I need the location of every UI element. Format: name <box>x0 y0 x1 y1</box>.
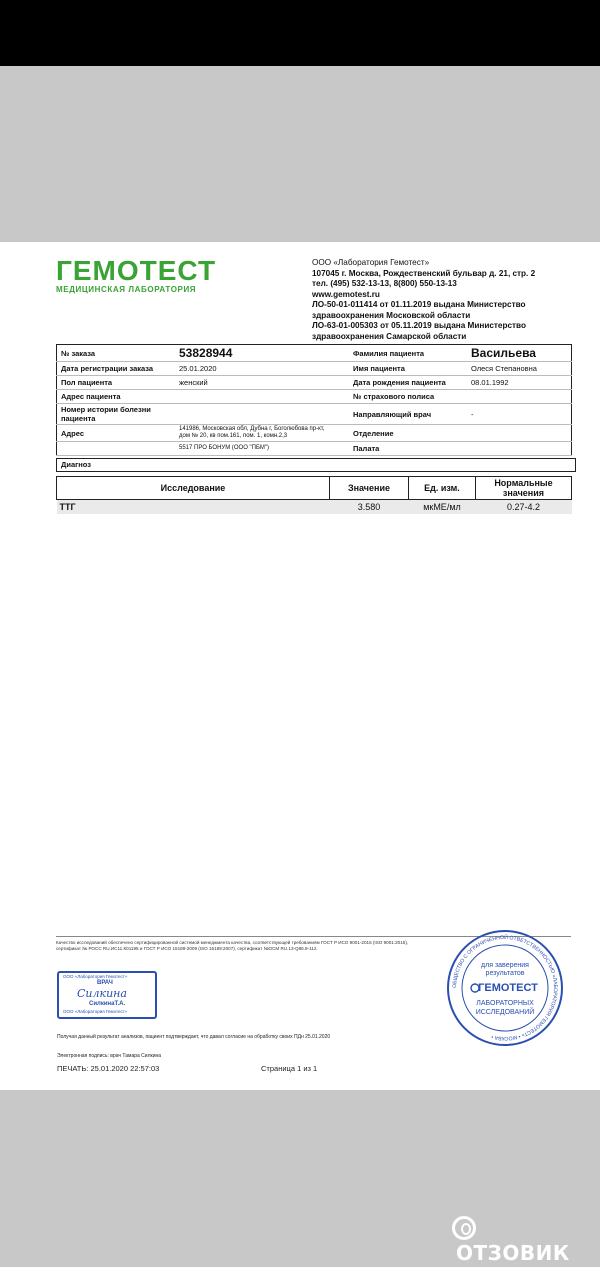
doctor-signature: Силкина <box>77 987 127 1000</box>
policy-value <box>467 390 572 404</box>
doctor-stamp <box>57 971 157 1019</box>
table-row <box>57 500 572 515</box>
order-value: 53828944 <box>175 345 349 362</box>
results-table <box>56 476 572 514</box>
license-1b: здравоохранения Московской области <box>312 310 471 320</box>
info-row <box>57 404 572 425</box>
dept-label: Отделение <box>349 425 467 442</box>
top-black-bar <box>0 0 600 66</box>
col-unit: Ед. изм. <box>409 477 476 500</box>
consent-text: Получая данный результат анализов, пациент подтверждает, что давал согласие на обработку своих ПДн 25.01.2020 <box>57 1034 331 1040</box>
col-test: Исследование <box>57 477 330 500</box>
office-value: 5517 ПРО БОНУМ (ООО "ПБМ") <box>175 442 349 456</box>
logo-sub-text: МЕДИЦИНСКАЯ ЛАБОРАТОРИЯ <box>56 285 197 294</box>
doctor-stamp-bottom: ООО «Лаборатория Гемотест» <box>63 1009 128 1014</box>
doctor-label: Направляющий врач <box>349 404 467 425</box>
doctor-stamp-name: СилкинаТ.А. <box>89 1001 126 1007</box>
result-value: 3.580 <box>329 500 408 515</box>
result-test: ТТГ <box>57 500 330 515</box>
history-value <box>175 404 349 425</box>
address-label: Адрес <box>57 425 176 442</box>
info-row <box>57 425 572 442</box>
info-row <box>57 345 572 362</box>
info-row <box>57 362 572 376</box>
logo-main-text: ГЕМОТЕСТ <box>56 255 217 286</box>
stamp-ring-text: ОБЩЕСТВО С ОГРАНИЧЕННОЙ ОТВЕТСТВЕННОСТЬЮ «ЛАБОРАТОРИЯ ГЕМОТЕСТ» • МОСКВА • <box>451 934 559 1042</box>
order-label: № заказа <box>57 345 176 362</box>
result-norm: 0.27-4.2 <box>475 500 571 515</box>
lab-address: 107045 г. Москва, Рождественский бульвар д. 21, стр. 2 <box>312 268 536 278</box>
dept-value <box>467 425 572 442</box>
address-value <box>175 425 349 442</box>
info-row <box>57 376 572 390</box>
lab-name: ООО «Лаборатория Гемотест» <box>312 258 430 267</box>
sex-value: женский <box>175 376 349 390</box>
top-gray-area <box>0 66 600 242</box>
doctor-stamp-top: ООО «Лаборатория Гемотест» <box>63 974 128 979</box>
dob-value: 08.01.1992 <box>467 376 572 390</box>
history-label: Номер истории болезни пациента <box>57 404 176 425</box>
address-line-2: дом № 20, кв пом.161, пом. 1, комн.2,3 <box>179 433 288 439</box>
otzovik-watermark <box>452 1214 592 1265</box>
ward-label: Палата <box>349 442 467 456</box>
patient-info-table <box>56 344 572 456</box>
lab-site: www.gemotest.ru <box>312 289 380 299</box>
info-row <box>57 390 572 404</box>
dob-label: Дата рождения пациента <box>349 376 467 390</box>
lab-info <box>312 258 592 342</box>
surname-label: Фамилия пациента <box>349 345 467 362</box>
info-row <box>57 442 572 456</box>
print-timestamp: ПЕЧАТЬ: 25.01.2020 22:57:03 <box>57 1064 160 1073</box>
document-page <box>0 242 600 1090</box>
sex-label: Пол пациента <box>57 376 176 390</box>
policy-label: № страхового полиса <box>349 390 467 404</box>
surname-value: Васильева <box>467 345 572 362</box>
stamp-line-1: для заверения <box>481 962 529 969</box>
stamp-line-4: ИССЛЕДОВАНИЙ <box>475 1009 535 1016</box>
col-value: Значение <box>329 477 408 500</box>
name-value: Олеся Степановна <box>467 362 572 376</box>
address-line-1: 141986, Московская обл, Дубна г, Боголюбова пр-кт, <box>179 426 325 432</box>
stamp-line-2: результатов <box>485 970 525 977</box>
license-1a: ЛО-50-01-011414 от 01.11.2019 выдана Министерство <box>312 300 526 309</box>
doctor-stamp-role: ВРАЧ <box>97 980 113 986</box>
name-label: Имя пациента <box>349 362 467 376</box>
result-unit: мкМЕ/мл <box>409 500 476 515</box>
doctor-value: - <box>467 404 572 425</box>
patient-address-label: Адрес пациента <box>57 390 176 404</box>
watermark-text: ОТЗОВИК <box>456 1241 570 1265</box>
stamp-brand: ГЕМОТЕСТ <box>478 982 538 994</box>
otzovik-logo-icon <box>452 1216 476 1240</box>
diagnosis-label: Диагноз <box>56 458 576 472</box>
round-stamp <box>446 929 564 1047</box>
page-number: Страница 1 из 1 <box>261 1064 318 1073</box>
results-header-row <box>57 477 572 500</box>
ward-value <box>467 442 572 456</box>
electronic-signature: Электронная подпись: врач Тамара Силкина <box>57 1053 162 1059</box>
col-norm: Нормальные значения <box>475 477 571 500</box>
license-2a: ЛО-63-01-005303 от 05.11.2019 выдана Министерство <box>312 321 526 330</box>
quality-statement: Качество исследований обеспечено сертифицированной системой менеджмента качества, соответствующей требованиям ГОСТ Р ИСО 9001-2015 (ISO 9001:2015), сертификат № РОСС RU.ИС11.К01195 и ГОСТ Р ИСО 15189-2009 (ISO 15189:2007), сертификат №ОСМ RU.13-Q86.9-112. <box>56 940 409 951</box>
license-2b: здравоохранения Самарской области <box>312 331 467 341</box>
stamp-line-3: ЛАБОРАТОРНЫХ <box>476 1000 534 1007</box>
lab-phone: тел. (495) 532-13-13, 8(800) 550-13-13 <box>312 279 457 288</box>
reg-date-label: Дата регистрации заказа <box>57 362 176 376</box>
gemotest-logo <box>56 255 217 294</box>
reg-date-value: 25.01.2020 <box>175 362 349 376</box>
patient-address-value <box>175 390 349 404</box>
